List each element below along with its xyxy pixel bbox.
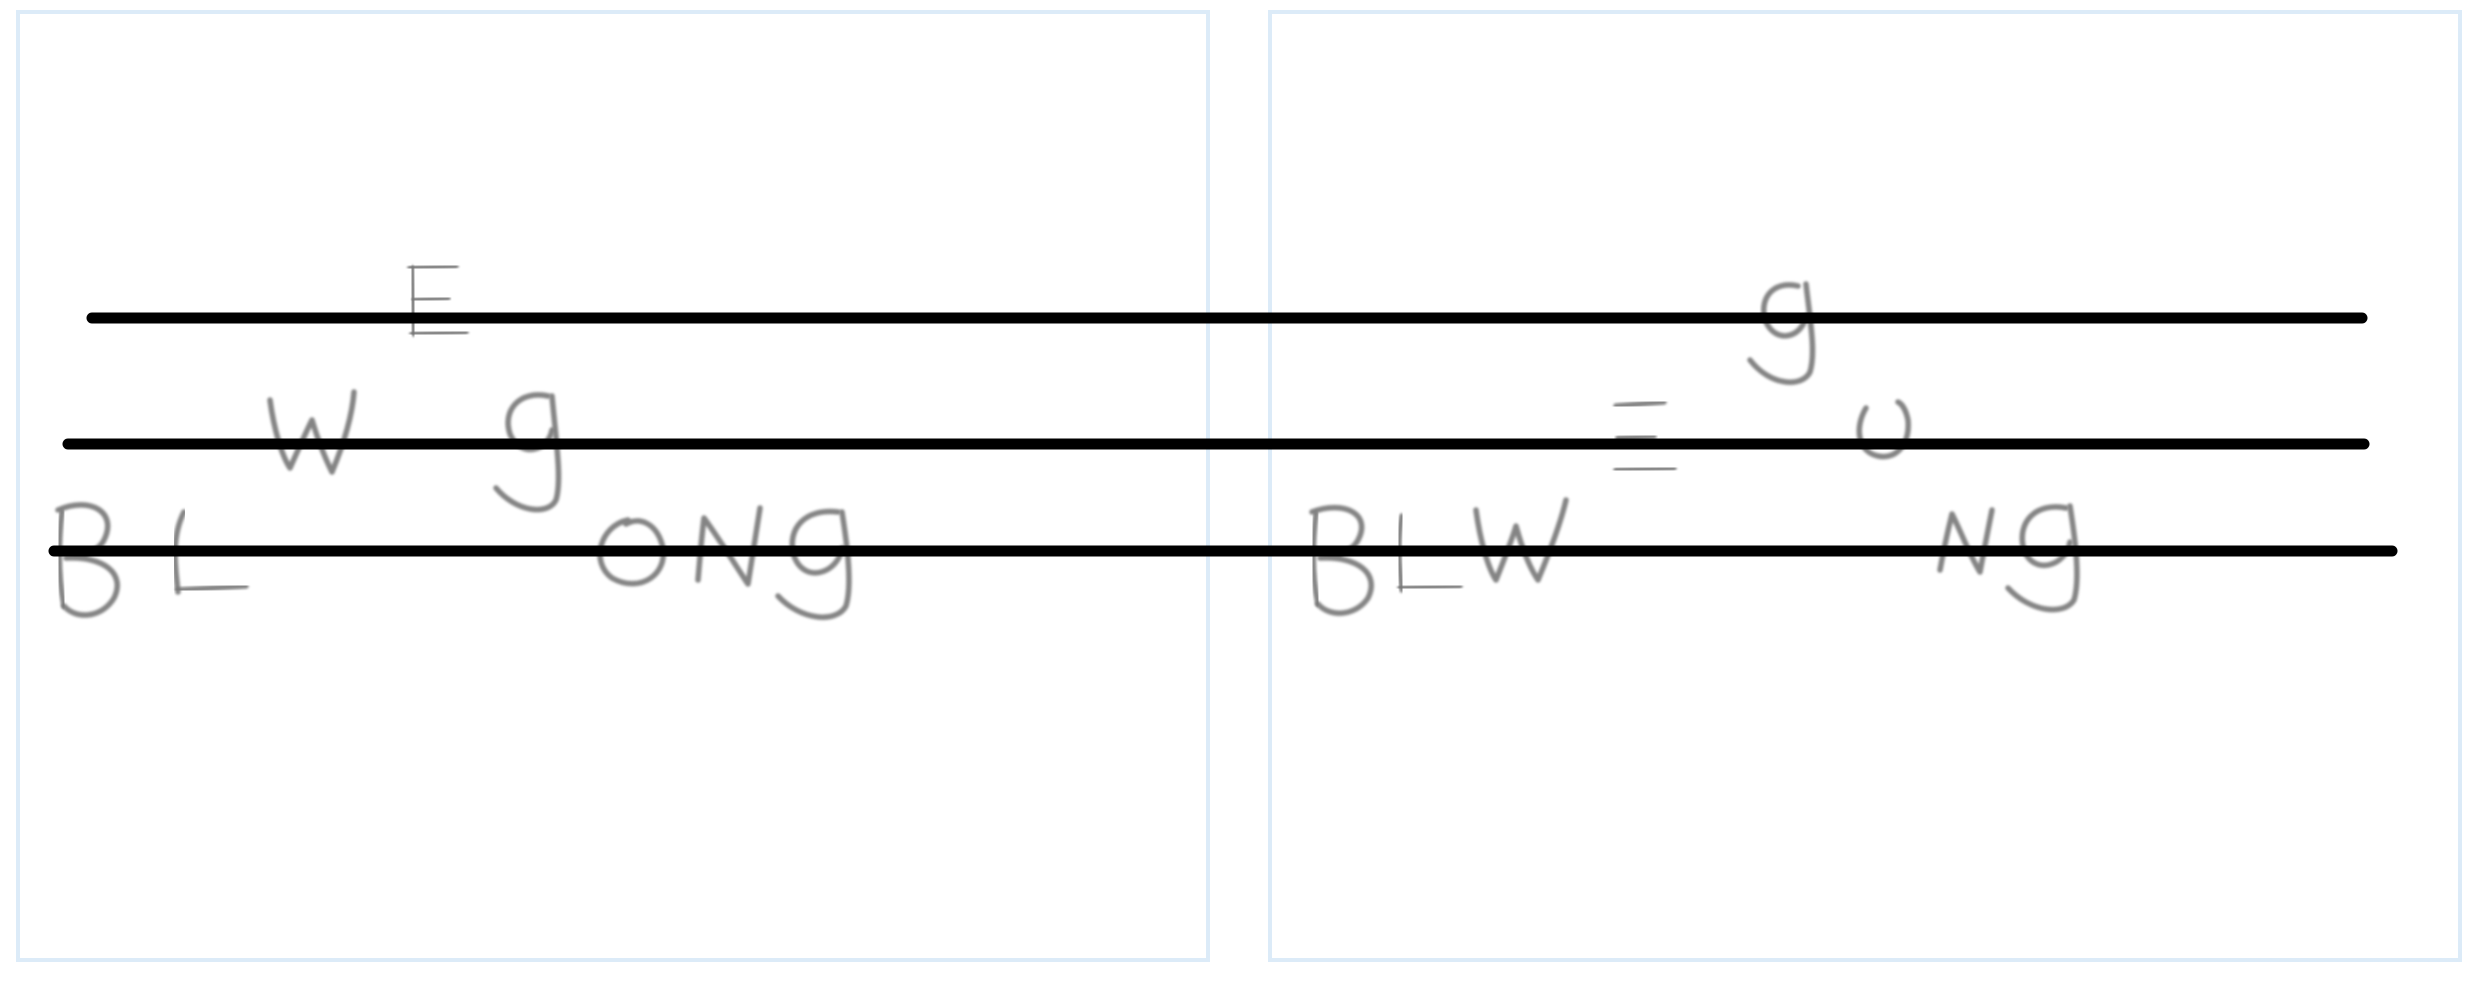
left-letter-g-raised	[496, 395, 559, 510]
left-letter-w	[270, 392, 354, 472]
right-letter-e-raised	[1616, 402, 1700, 470]
right-letter-n	[1940, 510, 1992, 572]
left-letter-b	[58, 505, 117, 615]
left-letter-e-top	[410, 266, 466, 334]
left-letter-g-bottom	[778, 511, 849, 617]
right-letter-b	[1312, 508, 1371, 614]
right-letter-g-top	[1750, 284, 1813, 382]
right-letter-g-bottom	[2008, 506, 2077, 610]
right-letter-w	[1476, 500, 1566, 580]
